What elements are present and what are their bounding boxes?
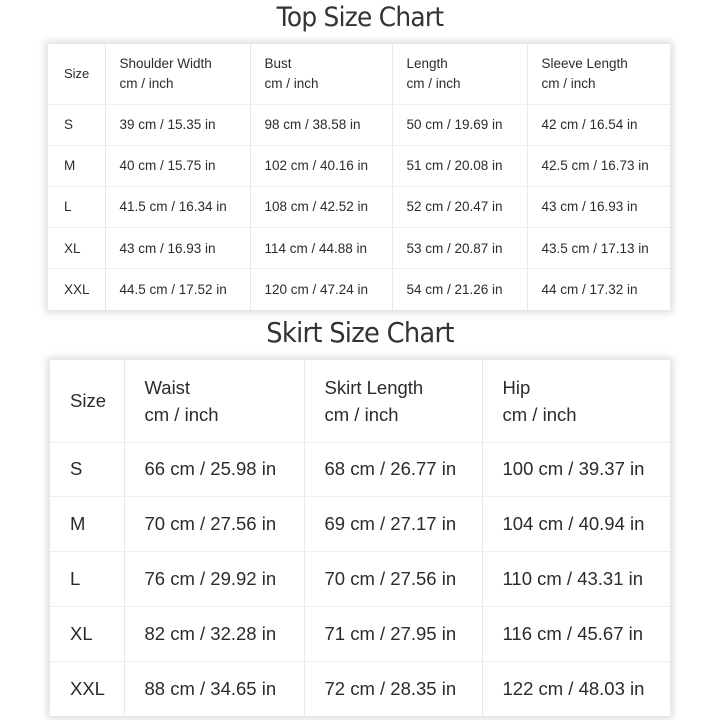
length-cell: 52 cm / 20.47 in [392, 186, 527, 227]
length-cell: 51 cm / 20.08 in [392, 145, 527, 186]
shoulder-width-cell: 40 cm / 15.75 in [105, 145, 250, 186]
table-row [50, 497, 670, 552]
bust-cell: 114 cm / 44.88 in [250, 228, 392, 269]
table-row [48, 186, 670, 227]
hip-cell: 122 cm / 48.03 in [482, 661, 670, 716]
top-header-length [392, 44, 527, 104]
skirt-length-cell: 72 cm / 28.35 in [304, 661, 482, 716]
size-cell: L [50, 552, 124, 607]
top-size-chart-title: Top Size Chart [276, 2, 444, 33]
length-cell: 53 cm / 20.87 in [392, 228, 527, 269]
table-row [50, 661, 670, 716]
sleeve-length-cell: 44 cm / 17.32 in [527, 269, 670, 310]
table-row [50, 552, 670, 607]
size-cell: S [50, 442, 124, 497]
skirt-length-cell: 70 cm / 27.56 in [304, 552, 482, 607]
size-cell: XXL [50, 661, 124, 716]
header-label: Waist [144, 376, 191, 398]
size-cell: M [50, 497, 124, 552]
bust-cell: 108 cm / 42.52 in [250, 186, 392, 227]
header-unit: cm / inch [502, 403, 577, 425]
hip-cell: 110 cm / 43.31 in [482, 552, 670, 607]
top-table-header-row [48, 44, 670, 104]
waist-cell: 70 cm / 27.56 in [124, 497, 304, 552]
waist-cell: 76 cm / 29.92 in [124, 552, 304, 607]
size-cell: XXL [48, 269, 105, 310]
header-unit: cm / inch [119, 75, 174, 91]
waist-cell: 82 cm / 32.28 in [124, 606, 304, 661]
skirt-length-cell: 69 cm / 27.17 in [304, 497, 482, 552]
header-label: Length [406, 55, 448, 71]
size-cell: XL [50, 606, 124, 661]
sleeve-length-cell: 43 cm / 16.93 in [527, 186, 670, 227]
top-size-table [48, 44, 670, 310]
table-row [48, 228, 670, 269]
header-unit: cm / inch [324, 403, 399, 425]
header-label: Skirt Length [324, 376, 424, 398]
top-header-bust [250, 44, 392, 104]
header-label: Size [64, 65, 90, 81]
table-row [48, 145, 670, 186]
top-header-sleeve-length [527, 44, 670, 104]
skirt-header-skirt-length [304, 360, 482, 442]
hip-cell: 104 cm / 40.94 in [482, 497, 670, 552]
length-cell: 54 cm / 21.26 in [392, 269, 527, 310]
header-label: Size [70, 390, 106, 412]
bust-cell: 98 cm / 38.58 in [250, 104, 392, 145]
shoulder-width-cell: 43 cm / 16.93 in [105, 228, 250, 269]
header-unit: cm / inch [541, 75, 596, 91]
table-row [48, 104, 670, 145]
hip-cell: 100 cm / 39.37 in [482, 442, 670, 497]
size-cell: XL [48, 228, 105, 269]
bust-cell: 120 cm / 47.24 in [250, 269, 392, 310]
skirt-length-cell: 68 cm / 26.77 in [304, 442, 482, 497]
skirt-size-chart-title: Skirt Size Chart [266, 316, 454, 349]
hip-cell: 116 cm / 45.67 in [482, 606, 670, 661]
header-label: Sleeve Length [541, 55, 628, 71]
waist-cell: 88 cm / 34.65 in [124, 661, 304, 716]
table-row [48, 269, 670, 310]
header-unit: cm / inch [144, 403, 219, 425]
sleeve-length-cell: 42.5 cm / 16.73 in [527, 145, 670, 186]
sleeve-length-cell: 42 cm / 16.54 in [527, 104, 670, 145]
shoulder-width-cell: 44.5 cm / 17.52 in [105, 269, 250, 310]
top-header-size [48, 44, 105, 104]
header-unit: cm / inch [406, 75, 461, 91]
size-cell: M [48, 145, 105, 186]
top-header-shoulder-width [105, 44, 250, 104]
header-label: Shoulder Width [119, 55, 212, 71]
skirt-header-waist [124, 360, 304, 442]
skirt-header-hip [482, 360, 670, 442]
shoulder-width-cell: 39 cm / 15.35 in [105, 104, 250, 145]
sleeve-length-cell: 43.5 cm / 17.13 in [527, 228, 670, 269]
shoulder-width-cell: 41.5 cm / 16.34 in [105, 186, 250, 227]
length-cell: 50 cm / 19.69 in [392, 104, 527, 145]
table-row [50, 606, 670, 661]
header-label: Hip [502, 376, 531, 398]
skirt-table-header-row [50, 360, 670, 442]
skirt-length-cell: 71 cm / 27.95 in [304, 606, 482, 661]
bust-cell: 102 cm / 40.16 in [250, 145, 392, 186]
size-cell: L [48, 186, 105, 227]
size-cell: S [48, 104, 105, 145]
skirt-size-chart-card [50, 360, 670, 716]
skirt-size-table [50, 360, 670, 716]
header-unit: cm / inch [264, 75, 319, 91]
header-label: Bust [264, 55, 292, 71]
skirt-header-size [50, 360, 124, 442]
top-size-chart-card [48, 44, 670, 310]
table-row [50, 442, 670, 497]
waist-cell: 66 cm / 25.98 in [124, 442, 304, 497]
